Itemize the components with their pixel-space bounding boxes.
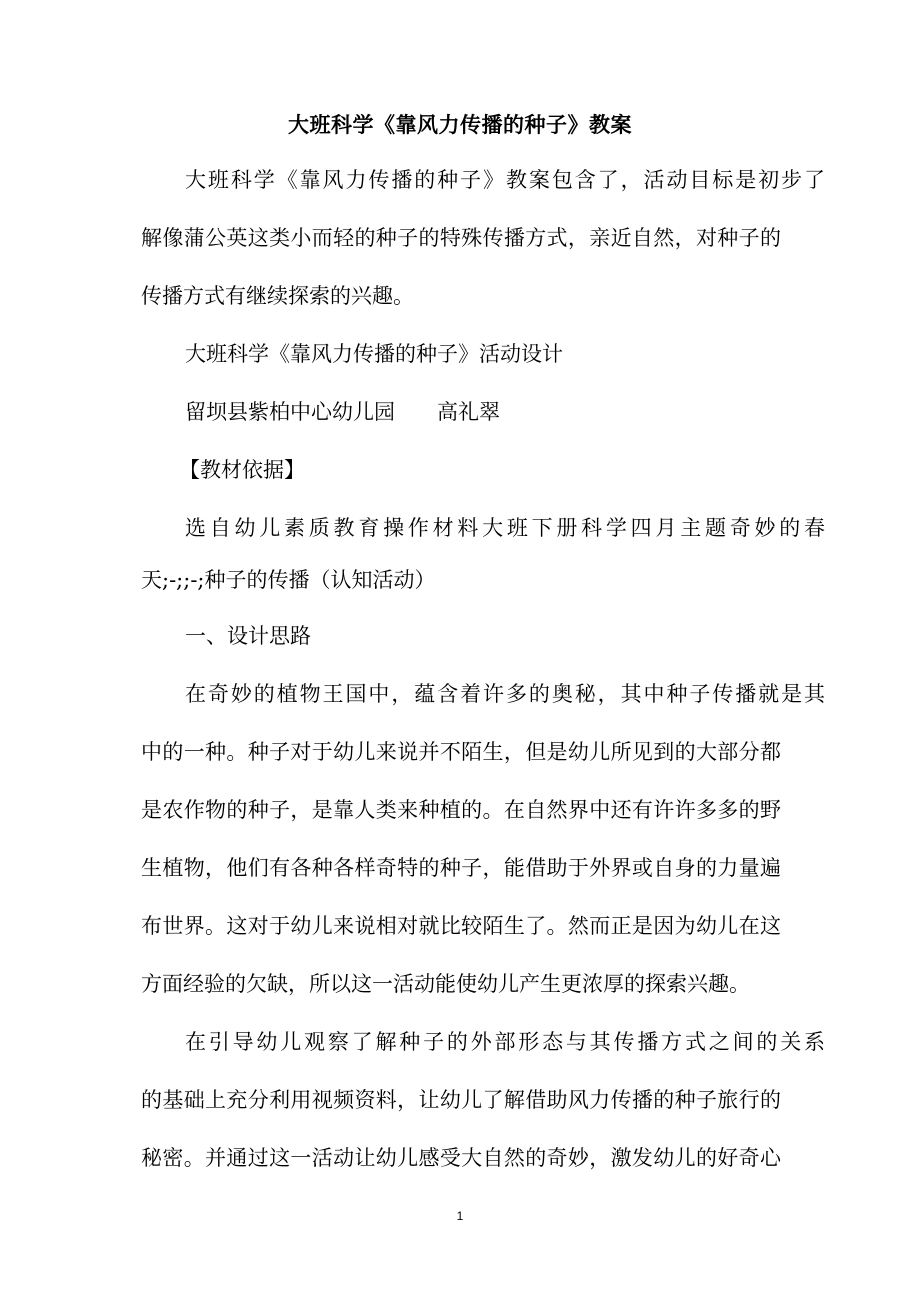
intro-line-1: 大班科学《靠风力传播的种子》教案包含了，活动目标是初步了	[185, 168, 825, 192]
paragraph-one-line-6: 方面经验的欠缺，所以这一活动能使幼儿产生更浓厚的探索兴趣。	[141, 972, 750, 996]
paragraph-one-line-2: 中的一种。种子对于幼儿来说并不陌生，但是幼儿所见到的大部分都	[141, 740, 781, 764]
document-title: 大班科学《靠风力传播的种子》教案	[288, 112, 632, 137]
paragraph-one-line-4: 生植物，他们有各种各样奇特的种子，能借助于外界或自身的力量遍	[141, 856, 781, 880]
intro-line-3: 传播方式有继续探索的兴趣。	[141, 284, 414, 308]
basis-line-1: 选自幼儿素质教育操作材料大班下册科学四月主题奇妙的春	[185, 516, 825, 540]
paragraph-two-line-3: 秘密。并通过这一活动让幼儿感受大自然的奇妙，激发幼儿的好奇心	[141, 1146, 781, 1170]
author-name: 高礼翠	[437, 400, 500, 424]
design-title: 大班科学《靠风力传播的种子》活动设计	[185, 342, 563, 366]
school-name: 留坝县紫柏中心幼儿园	[185, 400, 395, 424]
basis-heading: 【教材依据】	[179, 458, 305, 482]
intro-line-2: 解像蒲公英这类小而轻的种子的特殊传播方式，亲近自然，对种子的	[141, 226, 781, 250]
page-number: 1	[456, 1209, 464, 1223]
basis-line-2: 天;-;;-;种子的传播（认知活动）	[141, 568, 436, 592]
section-one-heading: 一、设计思路	[185, 624, 311, 648]
paragraph-one-line-1: 在奇妙的植物王国中，蕴含着许多的奥秘，其中种子传播就是其	[185, 682, 825, 706]
school-author-line	[141, 397, 825, 427]
paragraph-one-line-3: 是农作物的种子，是靠人类来种植的。在自然界中还有许许多多的野	[141, 798, 781, 822]
paragraph-two-line-1: 在引导幼儿观察了解种子的外部形态与其传播方式之间的关系	[185, 1030, 825, 1054]
paragraph-one-line-5: 布世界。这对于幼儿来说相对就比较陌生了。然而正是因为幼儿在这	[141, 914, 781, 938]
paragraph-two-line-2: 的基础上充分利用视频资料，让幼儿了解借助风力传播的种子旅行的	[141, 1088, 781, 1112]
